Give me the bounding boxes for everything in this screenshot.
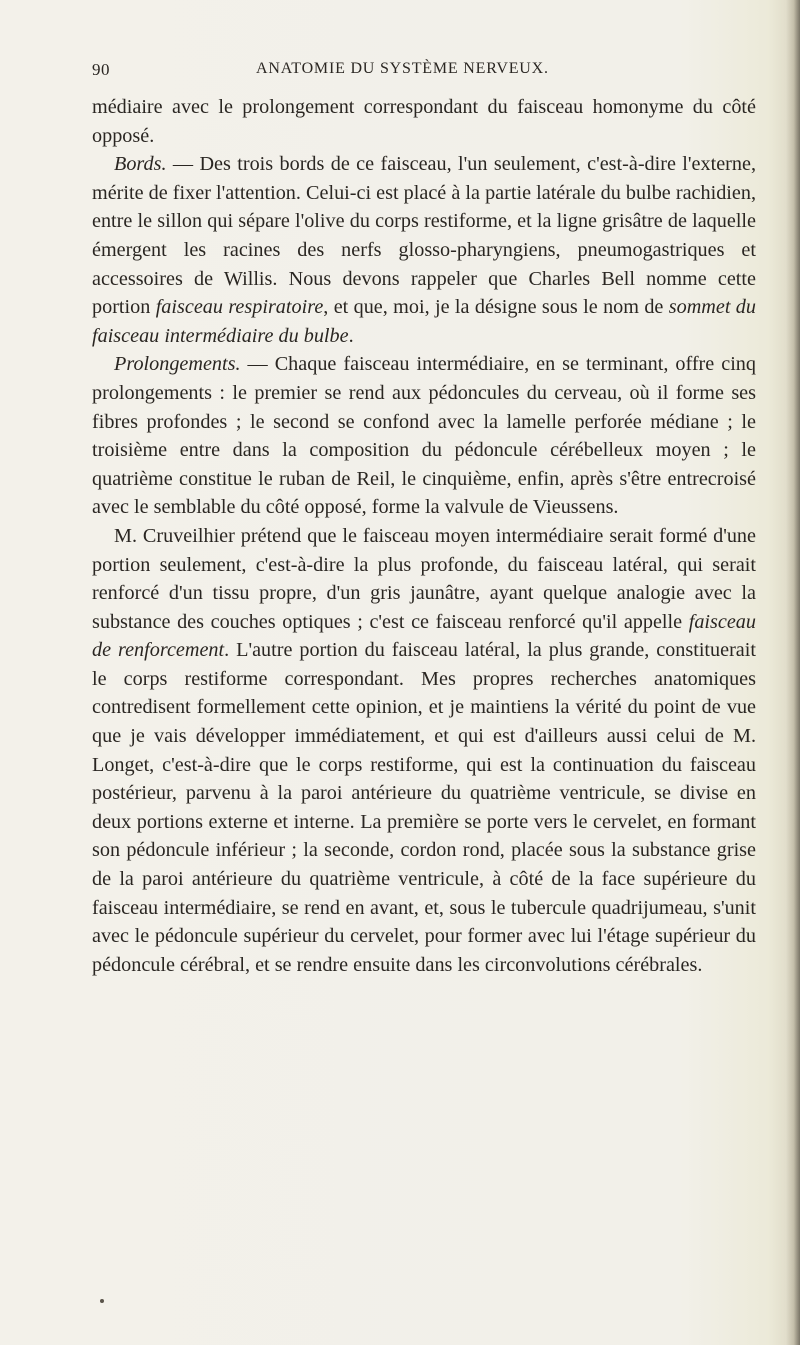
page-edge-shadow bbox=[786, 0, 800, 1345]
section-heading-prolongements: Prolongements. bbox=[114, 353, 241, 376]
page-header bbox=[92, 60, 756, 84]
paragraph-cruveilhier bbox=[92, 522, 756, 980]
paragraph-text: , et que, moi, je la désigne sous le nom de bbox=[323, 296, 669, 319]
paragraph-continuation bbox=[92, 93, 756, 150]
italic-term: faisceau respiratoire bbox=[155, 296, 324, 319]
paragraph-text: médiaire avec le prolongement correspondant du faisceau homonyme du côté opposé. bbox=[92, 96, 756, 147]
paragraph-bords bbox=[92, 150, 756, 350]
section-heading-bords: Bords. bbox=[114, 153, 167, 176]
running-title: ANATOMIE DU SYSTÈME NERVEUX. bbox=[256, 60, 549, 77]
paragraph-text: M. Cruveilhier prétend que le faisceau moyen intermédiaire serait formé d'une portion seulement, c'est-à-dire la plus profonde, du faisceau latéral, qui serait renforcé d'un tissu propre, d'un gris jaunâtre, ayant quelque analogie avec la substance des couches optiques ; c'est ce faisceau renforcé qu'il appelle bbox=[92, 524, 756, 633]
italic-term: faisceau de renforcement bbox=[92, 610, 756, 662]
paragraph-prolongements bbox=[92, 350, 756, 522]
italic-term: sommet du faisceau intermédiaire du bulbe bbox=[92, 296, 756, 347]
paragraph-text: . bbox=[348, 324, 354, 347]
paragraph-text: . L'autre portion du faisceau latéral, la plus grande, constituerait le corps restiforme correspondant. Mes propres recherches anatomiques contredisent formellement cette opinion, et je maintiens la vérité du point de vue que je vais développer immédiatement, et qui est d'ailleurs aussi celui de M. Longet, c'est-à-dire que le corps restiforme, qui est la continuation du faisceau postérieur, parvenu à la paroi antérieure du quatrième ventricule, se divise en deux portions externe et interne. La première se porte vers le cervelet, en formant son pédoncule inférieur ; la seconde, cordon rond, placée sous la substance grise de la paroi antérieure du quatrième ventricule, à côté de la face supérieure du faisceau intermédiaire, se rend en avant, et, sous le tubercule quadrijumeau, s'unit avec le pédoncule supérieur du cervelet, pour former avec lui l'étage supérieur du pédoncule cérébral, et se rendre ensuite dans les circonvolutions cérébrales. bbox=[92, 639, 756, 976]
paragraph-text: — Chaque faisceau intermédiaire, en se terminant, offre cinq prolongements : le premier se rend aux pédoncules du cervеau, où il forme ses fibres profondes ; le second se confond avec la lamelle perforée médiane ; le troisième entre dans la composition du pédoncule cérébelleux moyen ; le quatrième constitue le ruban de Reil, le cinquième, enfin, après s'être entrecroisé avec le semblable du côté opposé, forme la valvule de Vieussens. bbox=[92, 353, 756, 519]
paragraph-text: — Des trois bords de ce faisceau, l'un seulement, c'est-à-dire l'externe, mérite de fixer l'attention. Celui-ci est placé à la partie latérale du bulbe rachidien, entre le sillon qui sépare l'olive du corps restiforme, et la ligne grisâtre de laquelle émergent les racines des nerfs glosso-pharyngiens, pneumogastriques et accessoires de Willis. Nous devons rappeler que Charles Bell nomme cette portion bbox=[92, 153, 756, 319]
print-speck bbox=[100, 1299, 104, 1303]
page-number: 90 bbox=[92, 60, 110, 79]
body-text bbox=[92, 93, 756, 979]
